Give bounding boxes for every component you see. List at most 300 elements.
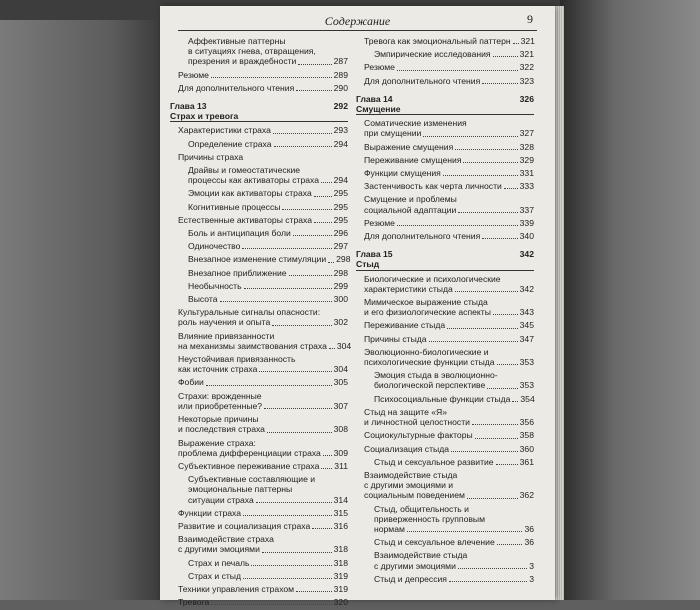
dot-leader [455,149,517,150]
toc-entry [170,268,348,278]
dot-leader [298,64,331,65]
toc-entry-text: Определение страха [188,138,272,149]
dot-leader [496,464,518,465]
toc-page-number: 358 [519,430,534,441]
toc-entry-line [374,457,534,467]
toc-entry-text: Внезапное приближение [188,267,287,278]
toc-page-number: 304 [336,340,352,351]
toc-left-column [170,36,352,610]
toc-entry-line [178,508,348,518]
toc-entry-text: Причины стыда [364,333,427,344]
toc-entry [356,407,534,427]
header-title: Содержание [324,14,391,28]
toc-entry-line [188,268,348,278]
toc-entry-text: Страх и печаль [188,557,250,568]
toc-page-number: 316 [333,520,348,531]
dot-leader [482,238,517,239]
toc-entry-line [364,155,534,165]
toc-page-number: 302 [333,317,348,328]
chapter-heading [170,101,348,122]
toc-entry-text: Некоторые причины [178,414,259,425]
toc-entry-line [178,317,348,327]
toc-page-number: 319 [333,570,348,581]
toc-entry-text: как источник страха [178,364,258,375]
toc-entry-text: Характеристики страха [178,125,271,136]
dot-leader [467,498,518,499]
toc-entry-line [364,142,534,152]
dot-leader [244,288,332,289]
chapter-page: 326 [519,93,534,104]
chapter-page: 292 [333,101,348,112]
chapter-spacer [207,101,334,111]
chapter-heading [356,94,534,115]
toc-entry-line [364,320,534,330]
toc-entry [170,354,348,374]
toc-entry-text: Резюме [178,69,209,80]
toc-entry-line [188,495,348,505]
dot-leader [493,56,518,57]
toc-entry [170,307,348,327]
toc-page-number: 328 [519,141,534,152]
toc-entry-line [178,125,348,135]
toc-page-number: 337 [519,204,534,215]
toc-page-number: 3 [529,560,534,571]
toc-entry [170,461,348,471]
toc-page-number: 322 [519,62,534,73]
toc-entry-text: Страх и стыд [188,570,241,581]
toc-entry [356,181,534,191]
toc-entry [170,508,348,518]
toc-entry-line [178,544,348,554]
toc-entry-text: Внезапное изменение стимуляции [188,254,327,265]
toc-page-number: 318 [333,544,348,555]
dot-leader [251,565,331,566]
toc-entry-text: Боль и антиципация боли [188,228,291,239]
dot-leader [256,502,332,503]
chapter-spacer [393,94,520,104]
toc-entry-text: в ситуациях гнева, отвращения, [188,46,316,57]
dot-leader [463,162,517,163]
dot-leader [482,83,517,84]
toc-page-number: 293 [333,125,348,136]
dot-leader [512,401,518,402]
toc-entry-line [374,561,534,571]
toc-page-number: 323 [519,75,534,86]
toc-page-number: 343 [519,307,534,318]
toc-entry-text: Резюме [364,62,395,73]
toc-entry [356,504,534,535]
toc-entry-text: Выражение смущения [364,141,454,152]
toc-entry [170,558,348,568]
toc-entry [356,574,534,584]
dot-leader [458,212,517,213]
toc-page-number: 295 [333,188,348,199]
toc-entry-text: Соматические изменения [364,118,467,129]
toc-entry-line [188,56,348,66]
toc-entry-line [178,448,348,458]
toc-entry [170,521,348,531]
toc-entry [170,70,348,80]
toc-page-number: 340 [519,231,534,242]
dot-leader [220,301,332,302]
toc-entry-line [178,70,348,80]
toc-page-number: 347 [519,333,534,344]
toc-entry-line [178,461,348,471]
toc-entry-text: Эмоции как активаторы страха [188,188,312,199]
book-page [160,6,555,608]
toc-page-number: 289 [333,69,348,80]
toc-entry [170,330,352,351]
dot-leader [513,43,519,44]
toc-entry-line [364,205,534,215]
toc-entry [170,281,348,291]
toc-entry [356,297,534,317]
dot-leader [259,371,331,372]
toc-entry-line [364,284,534,294]
toc-entry-line [374,524,534,534]
dot-leader [264,408,332,409]
toc-page-number: 315 [333,507,348,518]
dot-leader [243,515,332,516]
toc-page-number: 307 [333,400,348,411]
toc-entry [170,165,348,185]
toc-entry [356,470,534,501]
dot-leader [487,388,517,389]
chapter-page: 342 [519,249,534,260]
chapter-line [170,101,348,111]
dot-leader [314,196,332,197]
toc-entry-line [364,218,534,228]
toc-entry-text: Социализация стыда [364,443,449,454]
toc-entry [170,188,348,198]
toc-entry-text: Естественные активаторы страха [178,214,313,225]
running-header [178,12,537,31]
toc-entry [356,537,534,547]
toc-entry-text: Одиночество [188,241,241,252]
toc-entry [170,584,348,594]
dot-leader [293,235,332,236]
dot-leader [206,385,332,386]
toc-entry-text: эмоциональные паттерны [188,484,293,495]
toc-entry-text: Стыд на защите «Я» [364,406,447,417]
toc-page-number: 295 [333,214,348,225]
chapter-line [356,249,534,259]
toc-entry [170,139,348,149]
toc-entry [170,391,348,411]
toc-page-number: 321 [520,36,535,46]
toc-entry-line [364,76,534,86]
chapter-number: Глава 13 [170,101,207,112]
toc-entry-line [188,241,348,251]
dot-leader [243,578,332,579]
toc-entry-line [374,49,534,59]
toc-entry-line [188,139,348,149]
toc-entry [170,36,348,67]
toc-entry-text: характеристики стыда [364,283,453,294]
toc-entry-text: и его физиологические аспекты [364,307,491,318]
toc-page-number: 314 [333,494,348,505]
toc-entry-line [188,188,348,198]
toc-entry-text: или приобретенные? [178,400,263,411]
dot-leader [296,90,331,91]
toc-entry-text: процессы как активаторы страха [188,175,320,186]
dot-leader [273,133,332,134]
toc-page-number: 296 [333,228,348,239]
toc-entry-text: Для дополнительного чтения [178,82,295,93]
toc-page-number: 3 [529,573,534,584]
toc-entry [356,457,534,467]
toc-entry-line [188,202,348,212]
toc-page-number: 299 [333,280,348,291]
toc-entry-text: Эмоция стыда в эволюционно- [374,370,498,381]
toc-page-number: 342 [519,283,534,294]
dot-leader [443,175,518,176]
toc-entry-text: социальным поведением [364,490,465,501]
dot-leader [455,291,518,292]
toc-entry [356,218,534,228]
toc-entry [356,370,534,390]
dot-leader [397,70,518,71]
chapter-title: Страх и тревога [170,111,348,122]
dot-leader [242,248,331,249]
toc-entry-text: Биологические и психологические [364,273,501,284]
toc-entry-line [178,521,348,531]
toc-entry-text: и личностной целостности [364,417,470,428]
toc-page-number: 345 [519,320,534,331]
toc-entry-line [364,417,534,427]
toc-entry-line [364,430,534,440]
toc-page-number: 287 [333,56,348,67]
toc-entry-text: с другими эмоциями [178,544,260,555]
dot-leader [321,182,332,183]
toc-entry-text: Смущение и проблемы [364,194,457,205]
toc-entry-line [364,181,534,191]
dot-leader [267,432,332,433]
toc-entry-text: Развитие и социализация страха [178,520,311,531]
dot-leader [504,188,518,189]
dot-leader [429,341,518,342]
toc-entry [356,49,534,59]
toc-entry [170,474,348,505]
toc-entry-text: нормам [374,523,405,534]
chapter-number: Глава 15 [356,249,393,260]
toc-entry [356,444,534,454]
toc-entry-line [364,231,534,241]
toc-entry-text: Психосоциальные функции стыда [374,393,511,404]
toc-entry [170,294,348,304]
toc-entry [170,83,348,93]
toc-entry [356,320,534,330]
toc-entry [356,194,534,214]
toc-entry [356,142,534,152]
toc-entry [170,377,348,387]
toc-entry [356,36,534,46]
page-number: 9 [527,12,533,26]
toc-entry-line [178,152,348,162]
dot-leader [493,314,518,315]
toc-entry-text: Функции смущения [364,168,441,179]
toc-entry-text: Стыд и сексуальное развитие [374,456,494,467]
toc-entry-text: Неустойчивая привязанность [178,354,296,365]
toc-entry-text: биологической перспективе [374,380,486,391]
toc-entry-text: социальной адаптации [364,204,457,215]
toc-page-number: 308 [333,424,348,435]
toc-entry-text: Взаимодействие страха [178,534,274,545]
toc-entry [356,394,534,404]
chapter-number: Глава 14 [356,93,393,104]
toc-entry [356,550,534,570]
dot-leader [312,528,331,529]
toc-entry-text: Драйвы и гомеостатические [188,165,301,176]
toc-page-number: 354 [520,393,535,404]
toc-entry-text: Фобии [178,377,204,388]
toc-entry [170,228,348,238]
toc-entry [356,334,534,344]
toc-entry-line [178,597,348,607]
dot-leader [289,275,332,276]
toc-entry-text: проблема дифференциации страха [178,447,321,458]
toc-entry-line [188,571,348,581]
toc-entry-text: при смущении [364,128,422,139]
toc-entry-text: Техники управления страхом [178,583,295,594]
toc-entry [170,597,348,607]
chapter-title: Смущение [356,104,534,115]
dot-leader [458,568,527,569]
toc-entry-line [364,444,534,454]
toc-entry [170,254,351,265]
toc-page-number: 319 [333,583,348,594]
toc-entry [170,152,348,162]
dot-leader [475,438,518,439]
toc-entry-text: психологические функции стыда [364,357,495,368]
toc-page-number: 318 [333,557,348,568]
toc-entry-line [178,584,348,594]
toc-entry-line [188,175,348,185]
toc-entry-line [364,128,534,138]
toc-entry [170,438,348,458]
toc-entry-text: Взаимодействие стыда [364,469,458,480]
toc-entry-text: презрения и враждебности [188,56,297,67]
background-left [0,0,160,600]
toc-page-number: 36 [524,537,534,548]
chapter-line [356,94,534,104]
toc-entry-text: Необычность [188,280,242,291]
toc-entry-text: Эволюционно-биологические и [364,346,489,357]
toc-page-number: 309 [333,447,348,458]
toc-entry-text: с другими эмоциями [374,560,456,571]
toc-entry-text: роль научения и опыта [178,317,271,328]
toc-entry-text: Стыд, общительность и [374,503,469,514]
toc-entry-text: Выражение страха: [178,437,256,448]
dot-leader [314,222,332,223]
toc-page-number: 361 [519,456,534,467]
toc-entry-text: Страхи: врожденные [178,390,262,401]
toc-page-number: 320 [333,597,348,608]
toc-page-number: 294 [333,138,348,149]
toc-entry-text: Стыд и депрессия [374,573,447,584]
background-right [560,0,700,600]
toc-page-number: 362 [519,490,534,501]
toc-entry-line [374,537,534,547]
toc-entry-line [364,490,534,500]
toc-entry [170,215,348,225]
toc-entry [170,534,348,554]
toc-entry [356,168,534,178]
dot-leader [497,544,523,545]
dot-leader [296,591,332,592]
toc-entry-text: Для дополнительного чтения [364,231,481,242]
toc-page-number: 294 [333,175,348,186]
toc-entry-line [374,380,534,390]
toc-entry-line [178,215,348,225]
dot-leader [407,531,523,532]
toc-page-number: 353 [519,380,534,391]
toc-entry [356,76,534,86]
toc-entry [170,202,348,212]
toc-entry-text: Высота [188,294,218,305]
toc-page-number: 295 [333,201,348,212]
toc-entry-text: Переживание смущения [364,154,462,165]
toc-entry-line [178,364,348,374]
toc-page-number: 356 [519,417,534,428]
toc-entry-line [374,574,534,584]
toc-entry-text: Стыд и сексуальное влечение [374,537,495,548]
toc-page-number: 298 [333,267,348,278]
dot-leader [274,146,332,147]
toc-entry-line [364,62,534,72]
dot-leader [211,604,331,605]
dot-leader [329,348,335,349]
toc-entry-line [364,36,534,46]
dot-leader [397,225,518,226]
toc-entry-text: Тревога как эмоциональный паттерн [364,36,511,46]
toc-entry-line [178,401,348,411]
toc-entry [170,414,348,434]
toc-entry [170,241,348,251]
toc-page-number: 290 [333,82,348,93]
toc-entry-text: Культуральные сигналы опасности: [178,307,321,318]
toc-entry-text: Функции страха [178,507,242,518]
toc-entry-line [188,281,348,291]
toc-page-number: 300 [333,294,348,305]
toc-page-number: 333 [519,181,534,192]
toc-entry [356,430,534,440]
toc-page-number: 353 [519,357,534,368]
dot-leader [272,325,331,326]
toc-entry-text: Причины страха [178,151,244,162]
dot-leader [497,364,518,365]
toc-entry-line [364,357,534,367]
dot-leader [328,262,334,263]
dot-leader [472,424,518,425]
toc-entry-text: на механизмы заимствования страха [178,340,327,351]
toc-entry-text: Застенчивость как черта личности [364,181,502,192]
toc-page-number: 305 [333,377,348,388]
dot-leader [423,136,517,137]
toc-entry [356,274,534,294]
toc-entry-line [188,294,348,304]
dot-leader [321,468,332,469]
toc-entry-text: ситуации страха [188,494,254,505]
toc-entry-text: Мимическое выражение стыда [364,297,488,308]
toc-entry-line [188,558,348,568]
toc-entry-line [178,83,348,93]
toc-entry-line [188,228,348,238]
toc-entry [356,62,534,72]
dot-leader [451,451,518,452]
toc-entry [356,231,534,241]
chapter-spacer [393,249,520,259]
